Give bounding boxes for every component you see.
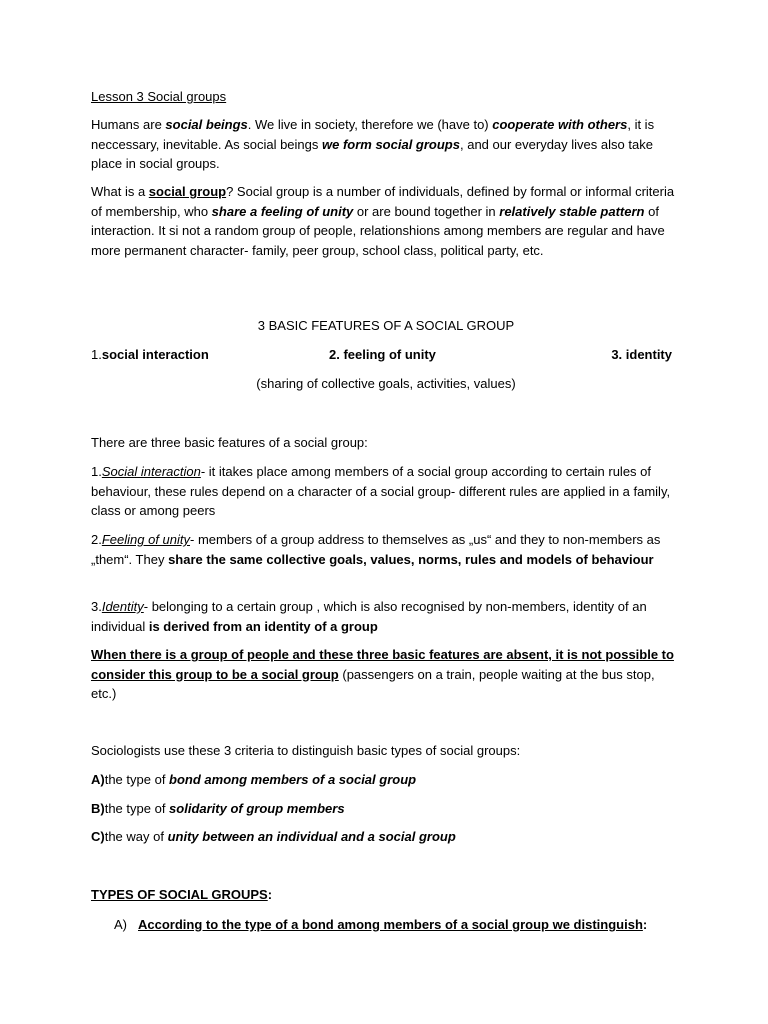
text: - members of a group address to themselves as „us“ and they to non-members as „them“. They bbox=[91, 532, 661, 567]
feature-number: 1. bbox=[91, 347, 102, 362]
text: What is a bbox=[91, 184, 149, 199]
item-number: 2. bbox=[91, 532, 102, 547]
criterion-letter: A) bbox=[91, 772, 105, 787]
feature-1 bbox=[91, 347, 209, 362]
text: of interaction. It si not a random group of people, relationshions among members are regular and have more permanent character- family, peer group, school class, political party, etc. bbox=[91, 203, 665, 258]
list-item-a bbox=[114, 915, 704, 935]
lesson-title bbox=[91, 87, 681, 107]
list-item-text: According to the type of a bond among members of a social group we distinguish bbox=[138, 917, 643, 932]
paragraph-feeling-of-unity bbox=[91, 530, 681, 569]
feature-3: 3. identity bbox=[611, 347, 672, 362]
lesson-title-text: Lesson 3 Social groups bbox=[91, 89, 227, 104]
paragraph-criteria-intro: Sociologists use these 3 criteria to distinguish basic types of social groups: bbox=[91, 743, 521, 758]
text: (passengers on a train, people waiting at the bus stop, etc.) bbox=[91, 666, 655, 701]
paragraph-social-interaction bbox=[91, 462, 681, 521]
bold-underlined-text: When there is a group of people and these three basic features are absent, it is not possible to consider this group to be a social group bbox=[91, 647, 674, 682]
text: ? Social group is a number of individuals, defined by formal or informal criteria of membership, who bbox=[91, 184, 675, 219]
criterion-letter: C) bbox=[91, 829, 105, 844]
text: the type of bbox=[104, 772, 170, 787]
feature-label: social interaction bbox=[101, 347, 209, 362]
criterion-c bbox=[91, 827, 681, 847]
paragraph-intro bbox=[91, 115, 681, 174]
criterion-a bbox=[91, 770, 681, 790]
bold-text: share the same collective goals, values, norms, rules and models of behaviour bbox=[168, 551, 654, 567]
text: , and our everyday lives also take place in social groups. bbox=[91, 136, 653, 171]
feature-2: 2. feeling of unity bbox=[329, 347, 436, 362]
term-identity: Identity bbox=[101, 599, 144, 614]
emphasis-text: we form social groups bbox=[322, 136, 460, 152]
colon: : bbox=[267, 887, 273, 902]
emphasis-text: relatively stable pattern bbox=[499, 203, 645, 219]
text: Humans are bbox=[91, 117, 166, 132]
emphasis-text: social beings bbox=[165, 117, 248, 132]
paragraph-absent-features bbox=[91, 645, 681, 704]
text: , it is neccessary, inevitable. As social beings bbox=[91, 117, 655, 152]
text: the type of bbox=[104, 801, 170, 816]
bold-text: is derived from an identity of a group bbox=[148, 618, 378, 634]
types-heading-text: TYPES OF SOCIAL GROUPS bbox=[91, 887, 268, 902]
criterion-letter: B) bbox=[91, 801, 105, 816]
emphasis-text: solidarity of group members bbox=[169, 801, 345, 816]
paragraph-three-features: There are three basic features of a social group: bbox=[91, 435, 368, 450]
paragraph-identity bbox=[91, 597, 681, 636]
text: or are bound together in bbox=[353, 203, 500, 219]
colon: : bbox=[642, 917, 648, 932]
term-social-group: social group bbox=[148, 184, 227, 199]
emphasis-text: unity between an individual and a social group bbox=[167, 829, 456, 844]
types-heading bbox=[91, 885, 681, 905]
features-subtitle: (sharing of collective goals, activities, values) bbox=[256, 376, 516, 391]
features-heading: 3 BASIC FEATURES OF A SOCIAL GROUP bbox=[257, 318, 515, 333]
list-marker: A) bbox=[114, 917, 127, 932]
text: . We live in society, therefore we (have to) bbox=[247, 117, 493, 132]
text: the way of bbox=[104, 829, 168, 844]
paragraph-definition bbox=[91, 182, 681, 260]
emphasis-text: cooperate with others bbox=[492, 117, 628, 132]
item-number: 1. bbox=[91, 464, 102, 479]
criterion-b bbox=[91, 799, 681, 819]
term-social-interaction: Social interaction bbox=[101, 464, 201, 479]
emphasis-text: bond among members of a social group bbox=[169, 772, 417, 787]
item-number: 3. bbox=[91, 599, 102, 614]
text: - belonging to a certain group , which is also recognised by non-members, identity of an individual bbox=[91, 599, 647, 634]
term-feeling-of-unity: Feeling of unity bbox=[101, 532, 191, 547]
emphasis-text: share a feeling of unity bbox=[211, 203, 354, 219]
text: - it itakes place among members of a social group according to certain rules of behaviour, these rules depend on a character of a social group- different rules are applied in a family, class or among peers bbox=[91, 464, 671, 518]
